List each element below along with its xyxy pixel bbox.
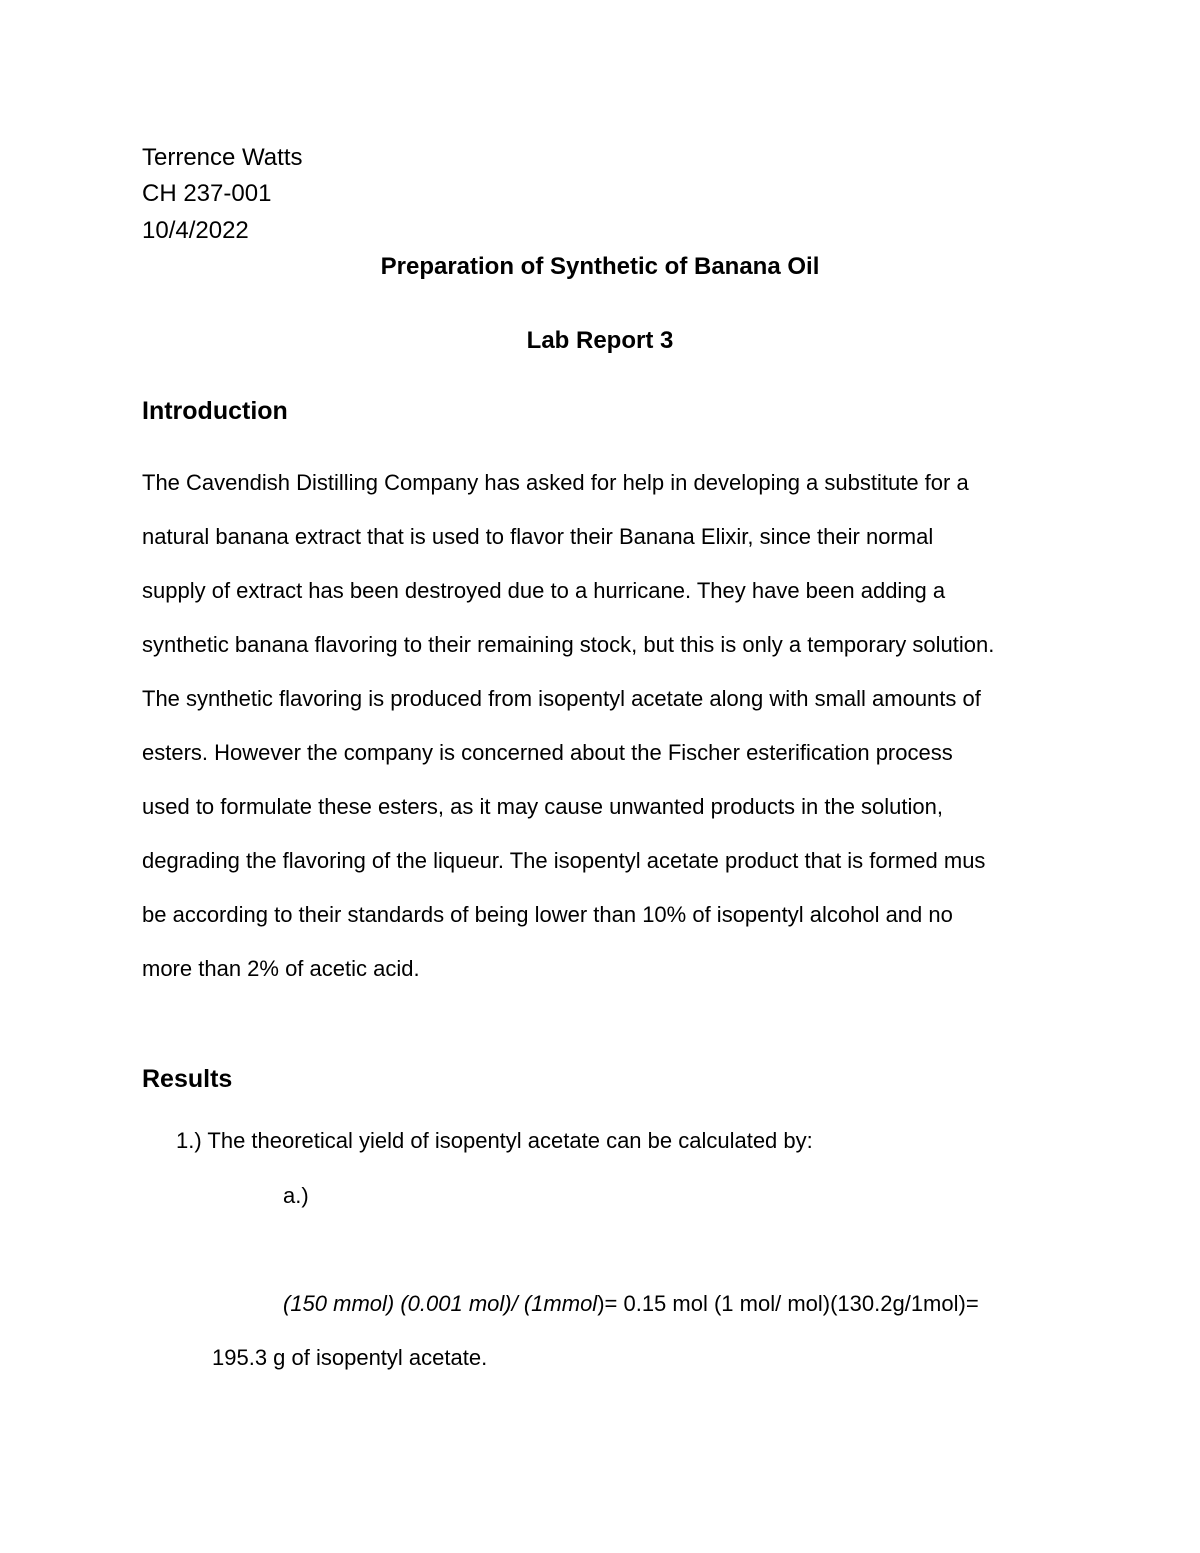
intro-line: be according to their standards of being lower than 10% of isopentyl alcohol and no: [142, 902, 953, 927]
introduction-heading: Introduction: [142, 397, 288, 425]
calculation-rest: )= 0.15 mol (1 mol/ mol)(130.2g/1mol)=: [597, 1291, 979, 1316]
intro-line: The synthetic flavoring is produced from isopentyl acetate along with small amounts of: [142, 686, 981, 711]
course-code: CH 237-001: [142, 180, 272, 207]
intro-line: synthetic banana flavoring to their remaining stock, but this is only a temporary solution.: [142, 632, 995, 657]
intro-line: degrading the flavoring of the liqueur. The isopentyl acetate product that is formed mus: [142, 848, 986, 873]
intro-line: esters. However the company is concerned about the Fischer esterification process: [142, 740, 953, 765]
report-title: Preparation of Synthetic of Banana Oil: [380, 253, 820, 280]
results-heading: Results: [142, 1065, 233, 1093]
calculation-result: 195.3 g of isopentyl acetate.: [212, 1345, 488, 1370]
report-date: 10/4/2022: [142, 217, 249, 244]
author-name: Terrence Watts: [142, 144, 303, 171]
calculation-italic: (150 mmol) (0.001 mol)/ (1mmol: [283, 1291, 598, 1316]
results-item-1: 1.) The theoretical yield of isopentyl acetate can be calculated by:: [176, 1128, 813, 1153]
report-subtitle: Lab Report 3: [526, 327, 674, 354]
results-item-1a: a.): [283, 1183, 309, 1208]
intro-line: supply of extract has been destroyed due to a hurricane. They have been adding a: [142, 578, 946, 603]
intro-line: natural banana extract that is used to flavor their Banana Elixir, since their normal: [142, 524, 934, 549]
intro-line: The Cavendish Distilling Company has asked for help in developing a substitute for a: [142, 470, 969, 495]
intro-line: used to formulate these esters, as it may cause unwanted products in the solution,: [142, 794, 944, 819]
intro-line: more than 2% of acetic acid.: [142, 956, 420, 981]
calculation-line: [283, 1290, 979, 1318]
